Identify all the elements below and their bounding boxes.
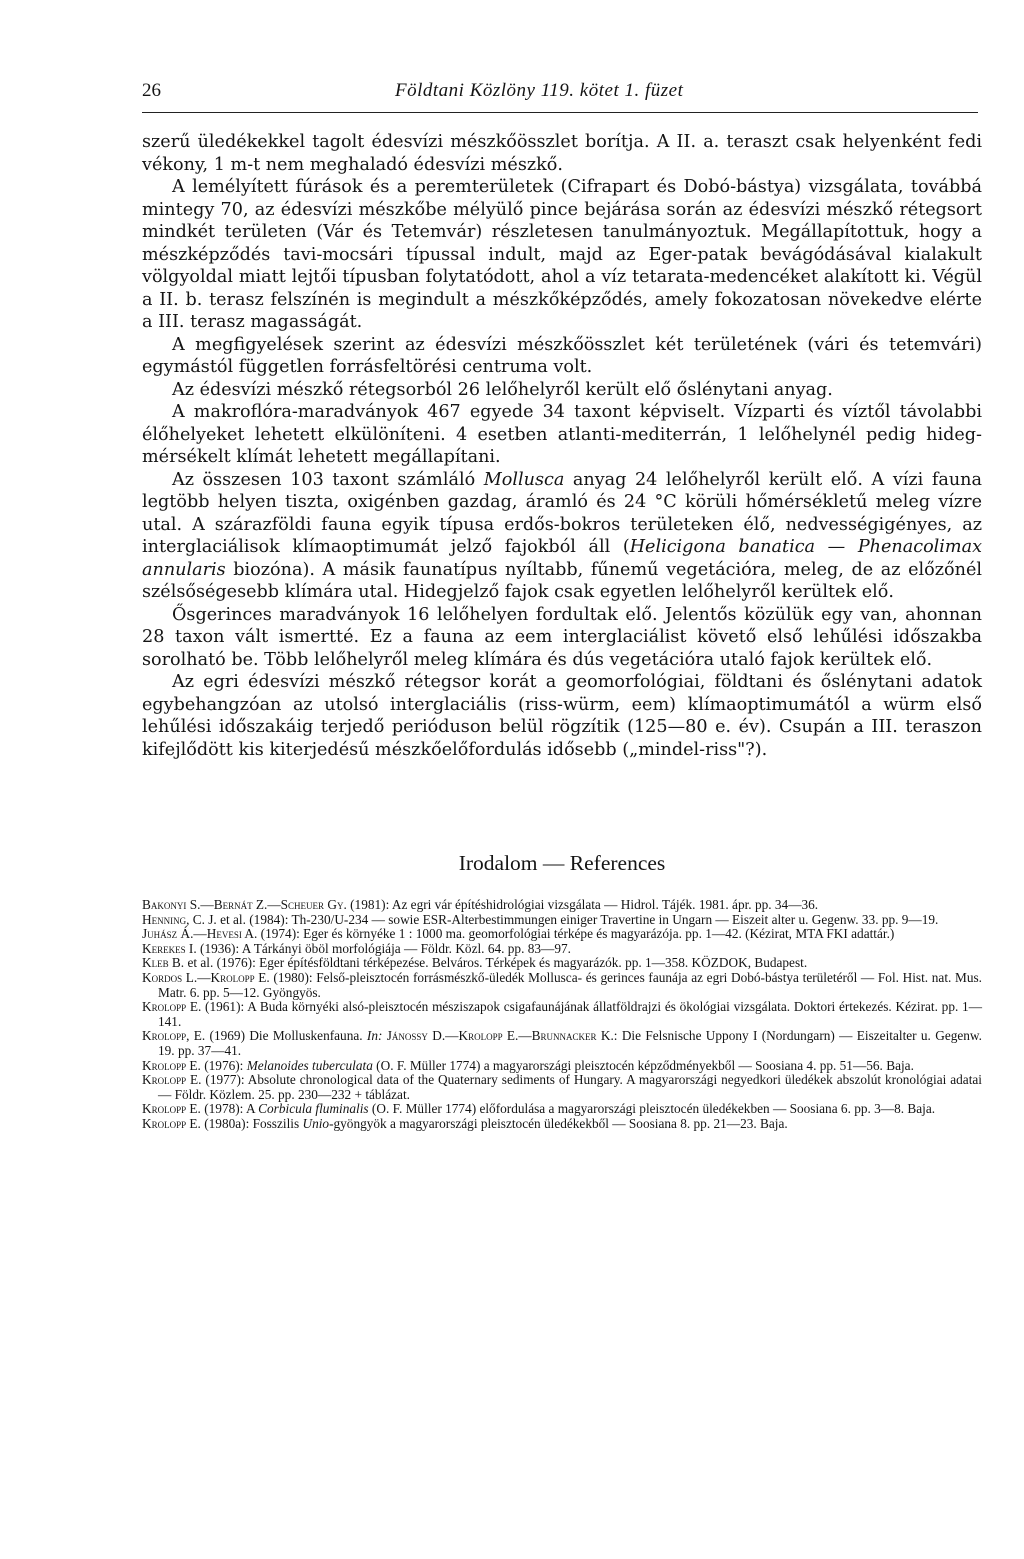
reference-text: (1980): Felső-pleisztocén forrásmészkő-üledék Mollusca- és gerinces faunája az egri Dobó-bástya területéről — Fol. Hist. nat. Mus. Matr. 6. pp. 5—12. Gyöngyös. [158, 969, 982, 1000]
reference-italic: In: [366, 1028, 383, 1044]
taxon-name: Mollusca [483, 469, 565, 490]
paragraph: A megfigyelések szerint az édesvízi mészkőösszlet két területének (vári és tetemvári) egymástól független forrásfeltörési centruma volt. [142, 334, 982, 377]
reference-item [142, 1117, 982, 1132]
header-rule [142, 112, 978, 113]
reference-text: (1936): A Tárkányi öböl morfológiája — Földr. Közl. 64. pp. 83—97. [196, 940, 571, 956]
text-run: biozóna). A másik faunatípus nyíltabb, fűnemű vegetációra, meleg, de az előzőnél szélsőségesebb klímára utal. Hidegjelző fajok csak egyetlen lelőhelyről kerültek elő. [142, 559, 982, 602]
reference-item [142, 913, 982, 928]
reference-text: -gyöngyök a magyarországi pleisztocén üledékekből — Soosiana 8. pp. 21—23. Baja. [329, 1115, 788, 1131]
reference-authors: Krolopp E. [142, 1057, 201, 1073]
reference-text: (O. F. Müller 1774) a magyarországi pleisztocén képződményekből — Soosiana 4. pp. 51—56. Baja. [372, 1057, 914, 1073]
running-header [142, 80, 982, 102]
paragraph: A makroflóra-maradványok 467 egyede 34 taxont képviselt. Vízparti és víztől távolabbi élőhelyeket lehetett elkülöníteni. 4 esetben atlanti-mediterrán, 1 lelőhelynél pedig hideg-mérsékelt klímát lehetett megállapítani. [142, 402, 982, 467]
reference-text: (1961): A Buda környéki alsó-pleisztocén mésziszapok csigafaunájának állatföldrajzi és ökológiai vizsgálata. Doktori értekezés. Kézirat. pp. 1—141. [158, 999, 982, 1029]
reference-authors: Jánossy D.—Krolopp E.—Brunnacker K. [382, 1028, 614, 1044]
reference-authors: Krolopp E. [142, 999, 202, 1015]
reference-text: (1969) Die Molluskenfauna. [205, 1028, 367, 1044]
references-heading: Irodalom — References [458, 851, 666, 875]
reference-text: et al. (1984): Th-230/U-234 — sowie ESR-Alterbestimmungen einiger Travertine in Ungarn — Eiszeit alter u. Gegenw. 33. pp. 9—19. [216, 911, 939, 927]
text-run: Az összesen 103 taxont számláló [172, 469, 484, 490]
reference-list [142, 898, 982, 1132]
reference-item [142, 898, 982, 913]
taxon-name: Phenacolimax annularis [142, 537, 983, 580]
reference-item [142, 1059, 982, 1074]
running-title: Földtani Közlöny 119. kötet 1. füzet [395, 80, 684, 101]
reference-text: (1977): Absolute chronological data of the Quaternary sediments of Hungary. A magyarországi negyedkori üledékek abszolút kronológiai adatai — Földr. Közlem. 25. pp. 230—232 + táblázat. [158, 1072, 982, 1102]
paragraph: Az édesvízi mészkő rétegsorból 26 lelőhelyről került elő őslénytani anyag. [172, 379, 833, 400]
reference-authors: Henning, C. J. [142, 911, 217, 927]
reference-text: et al. (1976): Eger építésföldtani térképezése. Belváros. Térképek és magyarázók. pp. 1—358. KÖZDOK, Budapest. [184, 955, 808, 971]
reference-authors: Krolopp, E. [142, 1028, 206, 1044]
reference-authors: Kleb B. [142, 955, 185, 971]
reference-italic: Corbicula fluminalis [258, 1101, 369, 1117]
reference-item [142, 1029, 982, 1058]
text-run: — [815, 537, 858, 557]
reference-authors: Krolopp E. [142, 1101, 201, 1117]
reference-authors: Krolopp E. [142, 1072, 202, 1088]
reference-text: : Die Felsnische Uppony I (Nordungarn) — Eiszeitalter u. Gegenw. 19. pp. 37—41. [158, 1028, 982, 1058]
reference-text: (1978): A [200, 1101, 259, 1117]
paragraph: szerű üledékekkel tagolt édesvízi mészkőösszlet borítja. A II. a. teraszt csak helyenként fedi vékony, 1 m-t nem meghaladó édesvízi mészkő. [142, 132, 982, 175]
reference-item [142, 927, 982, 942]
text-run: anyag 24 lelőhelyről került elő. A vízi fauna legtöbb helyen tiszta, oxigénben gazdag, áramló és 24 °C körüli hőmérsékletű meleg vízre utal. A szárazföldi fauna egyik típusa erdős-bokros területeken élő, nedvességigényes, az interglaciálisok klímaoptimumát jelző fajokból áll ( [142, 469, 982, 557]
paragraph: Ősgerinces maradványok 16 lelőhelyen fordultak elő. Jelentős közülük egy van, ahonnan 28 taxon vált ismertté. Ez a fauna az eem interglaciálist követő első lehűlési időszakba sorolható be. Több lelőhelyről meleg klímára és dús vegetációra utaló fajok kerültek elő. [142, 604, 982, 670]
reference-authors: Juhász Á.—Hevesi A. [142, 926, 258, 942]
reference-item [142, 971, 982, 1000]
paragraph-mollusca [142, 469, 982, 604]
paragraph: A lemélyített fúrások és a peremterületek (Cifrapart és Dobó-bástya) vizsgálata, továbbá mintegy 70, az édesvízi mészkőbe mélyülő pince bejárása során az édesvízi mészkő rétegsort mindkét területen (Vár és Tetemvár) részletesen tanulmányoztuk. Megállapítottuk, hogy a mészképződés tavi-mocsári típussal indult, majd az Eger-patak bevágódásával kialakult völgyoldal miatt lejtői típusban folytatódott, ahol a víz tetarata-medencéket alakított ki. Végül a II. b. terasz felszínén is megindult a mészkőképződés, amely fokozatosan növekedve elérte a III. terasz magasságát. [142, 177, 982, 332]
reference-text: (1980a): Fosszilis [200, 1115, 303, 1131]
reference-authors: Kerekes I. [142, 940, 197, 956]
paragraph: Az egri édesvízi mészkő rétegsor korát a geomorfológiai, földtani és őslénytani adatok egybehangzóan az utolsó interglaciális (riss-würm, eem) klímaoptimumától a würm első lehűlési időszakáig terjedő perióduson belül rögzítik (125—80 e. év). Csupán a III. teraszon kifejlődött kis kiterjedésű mészkőelőfordulás idősebb („mindel-riss"?). [142, 672, 982, 760]
reference-text: (O. F. Müller 1774) előfordulása a magyarországi pleisztocén üledékekben — Soosiana 6. pp. 3—8. Baja. [368, 1101, 936, 1117]
reference-italic: Unio [302, 1115, 330, 1131]
article-body [142, 131, 982, 761]
reference-item [142, 1000, 982, 1029]
reference-item [142, 1073, 982, 1102]
reference-italic: Melanoides tuberculata [246, 1057, 373, 1073]
reference-item [142, 1102, 982, 1117]
reference-text: (1974): Eger és környéke 1 : 1000 ma. geomorfológiai térképe és magyarázója. pp. 1—42. (Kézirat, MTA FKI adattár.) [257, 926, 895, 942]
reference-text: (1976): [200, 1057, 247, 1073]
reference-authors: Kordos L.—Krolopp E. [142, 969, 270, 985]
reference-authors: Krolopp E. [142, 1115, 201, 1131]
taxon-name: Helicigona banatica [629, 537, 816, 557]
page-number: 26 [142, 80, 161, 101]
reference-item [142, 956, 982, 971]
reference-item [142, 942, 982, 957]
journal-page [142, 80, 982, 1132]
reference-authors: Bakonyi S.—Bernát Z.—Scheuer Gy. [142, 897, 347, 912]
reference-text: (1981): Az egri vár építéshidrológiai vizsgálata — Hidrol. Tájék. 1981. ápr. pp. 34—36. [346, 897, 819, 912]
